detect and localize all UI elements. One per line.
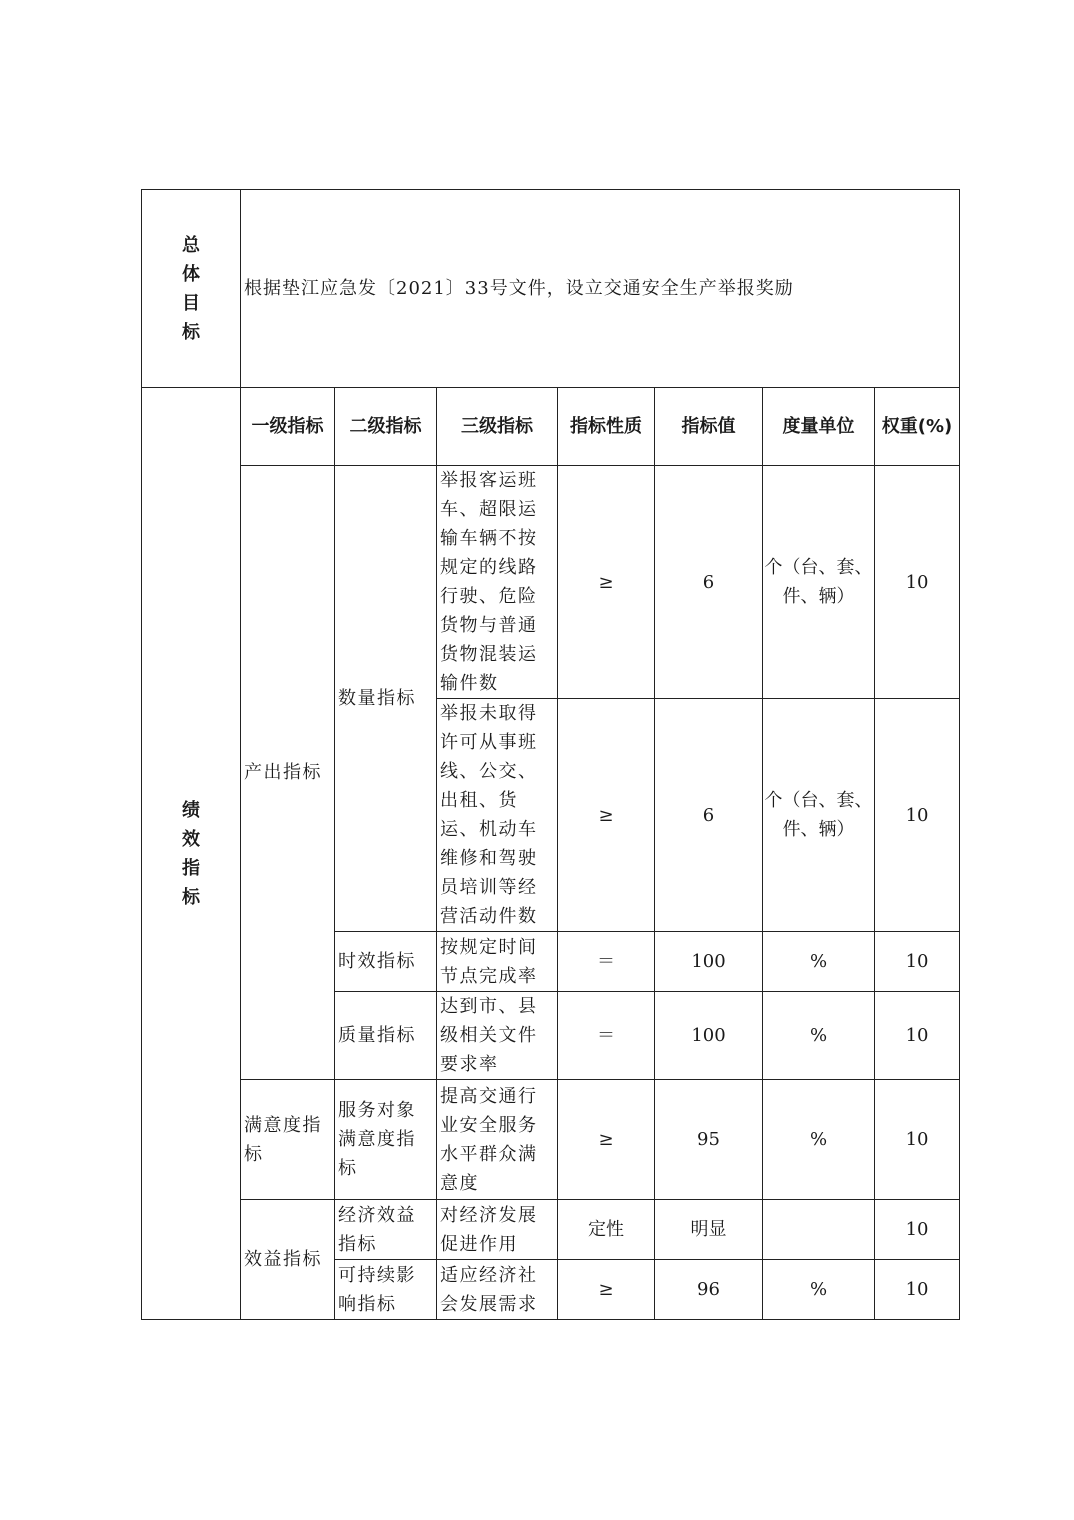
header-level2: 二级指标 — [335, 388, 437, 466]
level3-cell: 对经济发展促进作用 — [437, 1200, 558, 1260]
level2-economic: 经济效益指标 — [335, 1200, 437, 1260]
level2-quantity: 数量指标 — [335, 466, 437, 932]
value-cell: 100 — [655, 932, 763, 992]
level1-satisfaction: 满意度指标 — [241, 1080, 335, 1200]
level2-sustainable: 可持续影响指标 — [335, 1260, 437, 1320]
weight-cell: 10 — [875, 992, 960, 1080]
level3-cell: 按规定时间节点完成率 — [437, 932, 558, 992]
value-cell: 6 — [655, 699, 763, 932]
value-cell: 100 — [655, 992, 763, 1080]
header-value: 指标值 — [655, 388, 763, 466]
nature-cell: ≥ — [558, 1260, 655, 1320]
header-weight: 权重(%) — [875, 388, 960, 466]
level3-cell: 提高交通行业安全服务水平群众满意度 — [437, 1080, 558, 1200]
level2-timeliness: 时效指标 — [335, 932, 437, 992]
weight-cell: 10 — [875, 699, 960, 932]
unit-cell: % — [763, 1080, 875, 1200]
weight-cell: 10 — [875, 1080, 960, 1200]
weight-cell: 10 — [875, 466, 960, 699]
unit-cell: % — [763, 992, 875, 1080]
nature-cell: 定性 — [558, 1200, 655, 1260]
header-nature: 指标性质 — [558, 388, 655, 466]
nature-cell: ≥ — [558, 699, 655, 932]
value-cell: 96 — [655, 1260, 763, 1320]
unit-cell: 个（台、套、件、辆） — [763, 699, 875, 932]
level3-cell: 举报客运班车、超限运输车辆不按规定的线路行驶、危险货物与普通货物混装运输件数 — [437, 466, 558, 699]
unit-cell: 个（台、套、件、辆） — [763, 466, 875, 699]
goal-text: 根据垫江应急发〔2021〕33号文件，设立交通安全生产举报奖励 — [241, 190, 960, 388]
level3-cell: 达到市、县级相关文件要求率 — [437, 992, 558, 1080]
nature-cell: ≥ — [558, 1080, 655, 1200]
value-cell: 6 — [655, 466, 763, 699]
value-cell: 95 — [655, 1080, 763, 1200]
goal-label: 总 体 目 标 — [142, 190, 241, 388]
level3-cell: 适应经济社会发展需求 — [437, 1260, 558, 1320]
nature-cell: ≥ — [558, 466, 655, 699]
level2-service-satisfaction: 服务对象满意度指标 — [335, 1080, 437, 1200]
level1-output: 产出指标 — [241, 466, 335, 1080]
performance-table — [141, 189, 960, 1320]
nature-cell: ＝ — [558, 992, 655, 1080]
header-level3: 三级指标 — [437, 388, 558, 466]
weight-cell: 10 — [875, 932, 960, 992]
header-unit: 度量单位 — [763, 388, 875, 466]
value-cell: 明显 — [655, 1200, 763, 1260]
weight-cell: 10 — [875, 1200, 960, 1260]
level3-cell: 举报未取得许可从事班线、公交、出租、货运、机动车维修和驾驶员培训等经营活动件数 — [437, 699, 558, 932]
unit-cell: % — [763, 1260, 875, 1320]
level1-benefit: 效益指标 — [241, 1200, 335, 1320]
header-level1: 一级指标 — [241, 388, 335, 466]
unit-cell — [763, 1200, 875, 1260]
performance-label: 绩 效 指 标 — [142, 388, 241, 1320]
nature-cell: ＝ — [558, 932, 655, 992]
unit-cell: % — [763, 932, 875, 992]
level2-quality: 质量指标 — [335, 992, 437, 1080]
weight-cell: 10 — [875, 1260, 960, 1320]
